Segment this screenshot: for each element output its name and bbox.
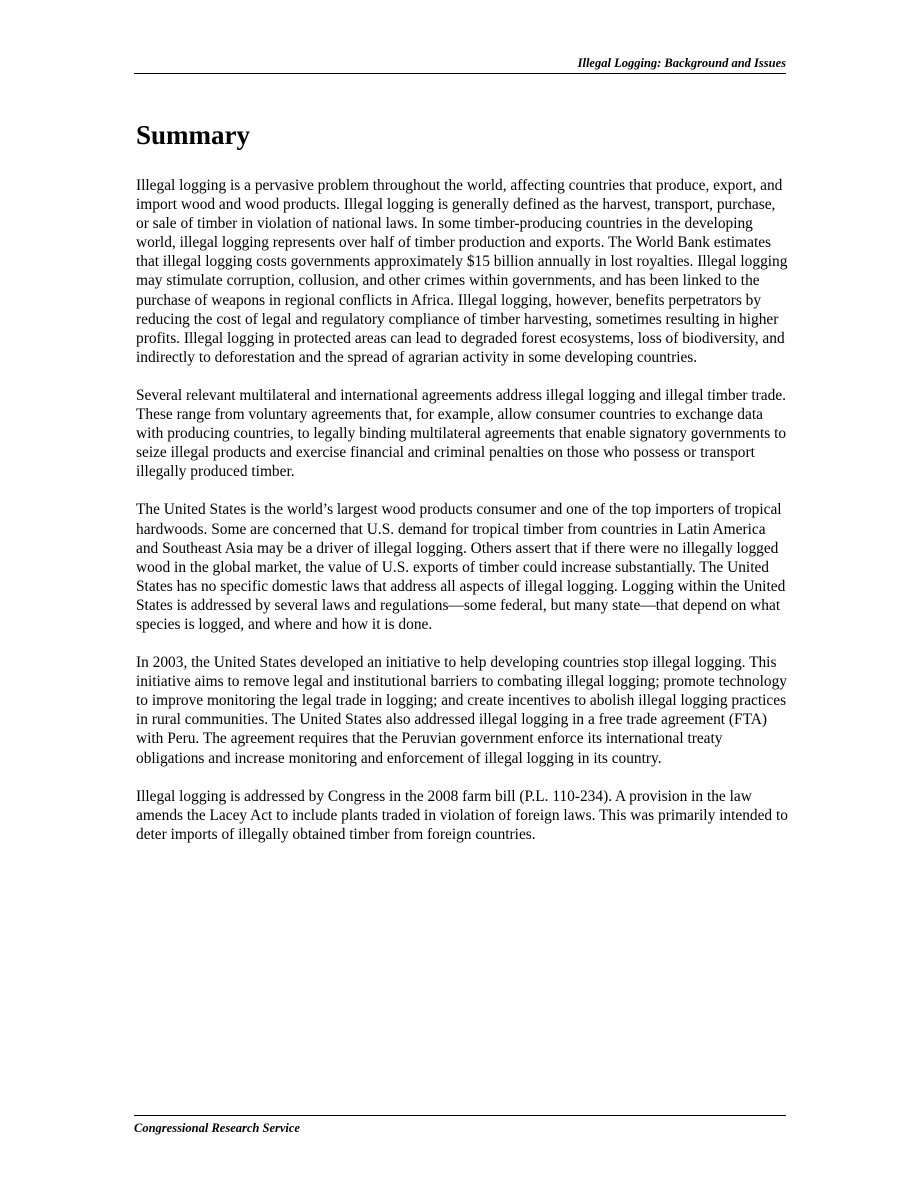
paragraph-farm-bill: Illegal logging is addressed by Congress in the 2008 farm bill (P.L. 110-234). A provision in the law amends the Lacey Act to include plants traded in violation of foreign laws. This was primarily intended to deter imports of illegally obtained timber from foreign countries. <box>136 787 788 843</box>
running-header-title: Illegal Logging: Background and Issues <box>577 56 786 70</box>
paragraph-international-agreements: Several relevant multilateral and international agreements address illegal logging and illegal timber trade. These range from voluntary agreements that, for example, allow consumer countries to exchange data with producing countries, to legally binding multilateral agreements that enable signatory governments to seize illegal products and exercise financial and criminal penalties on those who possess or transport illegally produced timber. <box>136 386 787 481</box>
page-title: Summary <box>136 120 250 150</box>
paragraph-illegal-logging-overview: Illegal logging is a pervasive problem throughout the world, affecting countries that produce, export, and import wood and wood products. Illegal logging is generally defined as the harvest, transport, purchase, or sale of timber in violation of national laws. In some timber-producing countries in the developing world, illegal logging represents over half of timber production and exports. The World Bank estimates that illegal logging costs governments approximately $15 billion annually in lost royalties. Illegal logging may stimulate corruption, collusion, and other crimes within governments, and has been linked to the purchase of weapons in regional conflicts in Africa. Illegal logging, however, benefits perpetrators by reducing the cost of legal and regulatory compliance of timber harvesting, sometimes resulting in higher profits. Illegal logging in protected areas can lead to degraded forest ecosystems, loss of biodiversity, and indirectly to deforestation and the spread of agrarian activity in some developing countries. <box>136 177 788 366</box>
running-header <box>134 56 786 74</box>
paragraph-united-states-role: The United States is the world’s largest wood products consumer and one of the top importers of tropical hardwoods. Some are concerned that U.S. demand for tropical timber from countries in Latin America and Southeast Asia may be a driver of illegal logging. Others assert that if there were no illegally logged wood in the global market, the value of U.S. exports of timber could increase substantially. The United States has no specific domestic laws that address all aspects of illegal logging. Logging within the United States is addressed by several laws and regulations—some federal, but many state—that depend on what species is logged, and where and how it is done. <box>136 501 786 633</box>
summary-body <box>136 176 790 863</box>
footer-publisher: Congressional Research Service <box>134 1121 300 1135</box>
paragraph-us-initiatives: In 2003, the United States developed an initiative to help developing countries stop illegal logging. This initiative aims to remove legal and institutional barriers to combating illegal logging; promote technology to improve monitoring the legal trade in logging; and create incentives to abolish illegal logging practices in rural communities. The United States also addressed illegal logging in a free trade agreement (FTA) with Peru. The agreement requires that the Peruvian government enforce its international treaty obligations and increase monitoring and enforcement of illegal logging in its country. <box>136 654 787 767</box>
running-footer <box>134 1115 786 1136</box>
